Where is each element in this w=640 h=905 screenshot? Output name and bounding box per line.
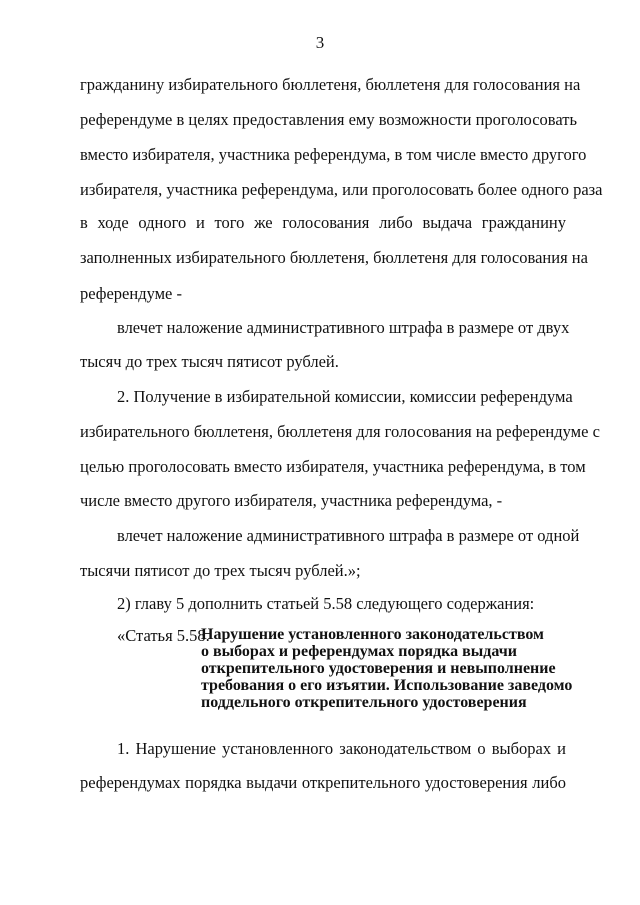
text-line: целью проголосовать вместо избирателя, участника референдума, в том xyxy=(80,457,586,476)
page-number: 3 xyxy=(315,33,325,52)
text-line: 2. Получение в избирательной комиссии, комиссии референдума xyxy=(117,387,573,406)
amendment-line: 2) главу 5 дополнить статьей 5.58 следующего содержания: xyxy=(117,594,535,613)
text-line: референдуме в целях предоставления ему возможности проголосовать xyxy=(80,110,577,129)
text-line: референдумах порядка выдачи открепительного удостоверения либо xyxy=(80,773,566,792)
text-line: референдуме - xyxy=(80,284,183,303)
text-line: в ходе одного и того же голосования либо выдача гражданину xyxy=(80,213,566,232)
article-heading xyxy=(201,626,573,711)
text-line: тысячи пятисот до трех тысяч рублей.»; xyxy=(80,561,361,580)
article-label: «Статья 5.58. xyxy=(117,626,210,645)
heading-line: поддельного открепительного удостоверения xyxy=(201,694,527,711)
heading-line: требования о его изъятии. Использование заведомо xyxy=(201,677,573,694)
text-line: избирателя, участника референдума, или проголосовать более одного раза xyxy=(80,180,603,199)
heading-line: открепительного удостоверения и невыполнение xyxy=(201,660,556,677)
text-line: избирательного бюллетеня, бюллетеня для голосования на референдуме с xyxy=(80,422,600,441)
text-line: влечет наложение административного штрафа в размере от двух xyxy=(117,318,570,337)
text-line: 1. Нарушение установленного законодательством о выборах и xyxy=(117,739,566,758)
text-line: гражданину избирательного бюллетеня, бюллетеня для голосования на xyxy=(80,75,581,94)
heading-line: Нарушение установленного законодательством xyxy=(201,626,544,643)
text-line: числе вместо другого избирателя, участника референдума, - xyxy=(80,491,503,510)
heading-line: о выборах и референдумах порядка выдачи xyxy=(201,643,517,660)
text-line: вместо избирателя, участника референдума, в том числе вместо другого xyxy=(80,145,587,164)
text-line: тысяч до трех тысяч пятисот рублей. xyxy=(80,352,339,371)
text-line: влечет наложение административного штрафа в размере от одной xyxy=(117,526,580,545)
text-line: заполненных избирательного бюллетеня, бюллетеня для голосования на xyxy=(80,248,588,267)
